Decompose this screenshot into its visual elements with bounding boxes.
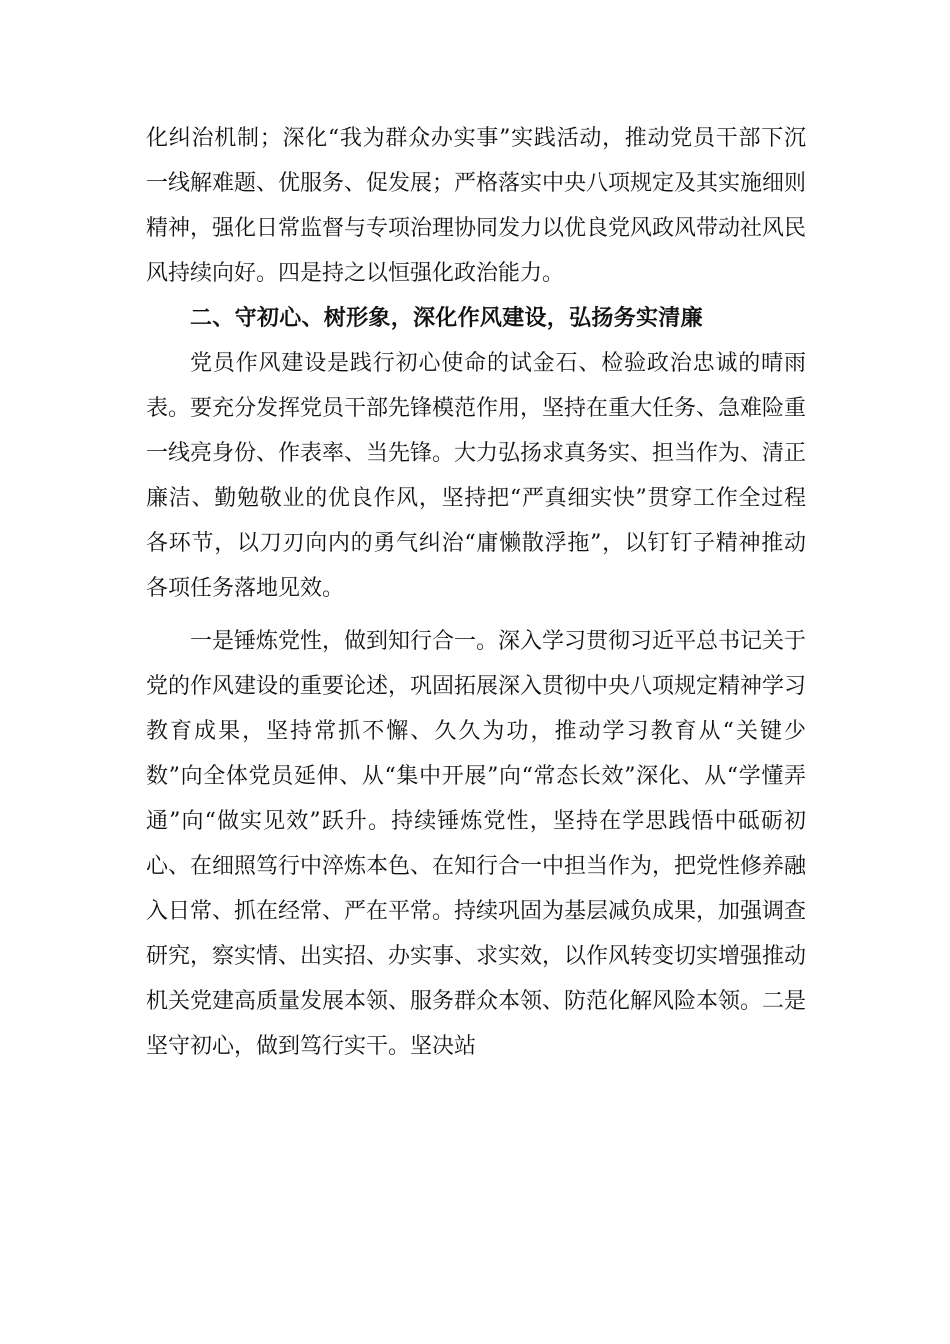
paragraph-gap xyxy=(146,611,806,619)
intro-paragraph: 党员作风建设是践行初心使命的试金石、检验政治忠诚的晴雨表。要充分发挥党员干部先锋模范作用，坚持在重大任务、急难险重一线亮身份、作表率、当先锋。大力弘扬求真务实、担当作为、清正廉洁、勤勉敬业的优良作风，坚持把“严真细实快”贯穿工作全过程各环节，以刀刃向内的勇气纠治“庸懒散浮拖”，以钉钉子精神推动各项任务落地见效。 xyxy=(146,351,807,601)
document-body xyxy=(146,116,806,1069)
continuation-paragraph: 化纠治机制；深化“我为群众办实事”实践活动，推动党员干部下沉一线解难题、优服务、促发展；严格落实中央八项规定及其实施细则精神，强化日常监督与专项治理协同发力以优良党风政风带动社风民风持续向好。四是持之以恒强化政治能力。 xyxy=(146,126,807,286)
point-one-paragraph: 一是锤炼党性，做到知行合一。深入学习贯彻习近平总书记关于党的作风建设的重要论述，巩固拓展深入贯彻中央八项规定精神学习教育成果，坚持常抓不懈、久久为功，推动学习教育从“关键少数”向全体党员延伸、从“集中开展”向“常态长效”深化、从“学懂弄通”向“做实见效”跃升。持续锤炼党性，坚持在学思践悟中砥砺初心、在细照笃行中淬炼本色、在知行合一中担当作为，把党性修养融入日常、抓在经常、严在平常。持续巩固为基层减负成果，加强调查研究，察实情、出实招、办实事、求实效，以作风转变切实增强推动机关党建高质量发展本领、服务群众本领、防范化解风险本领。二是坚守初心，做到笃行实干。坚决站 xyxy=(146,629,807,1059)
section-heading: 二、守初心、树形象，深化作风建设，弘扬务实清廉 xyxy=(190,306,703,331)
